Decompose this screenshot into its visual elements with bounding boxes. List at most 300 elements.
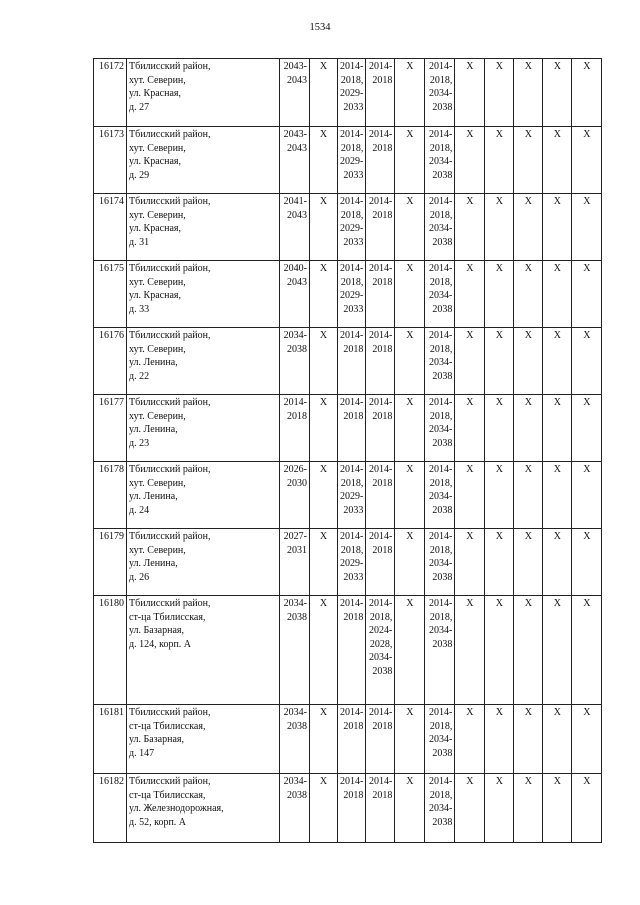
address-line: Тбилисский район, (129, 531, 211, 542)
mark-cell: X (543, 127, 572, 194)
period-cell (280, 462, 310, 529)
period-line: 2014- (369, 531, 393, 542)
period-cell (366, 194, 395, 261)
mark-cell: X (395, 462, 425, 529)
period-line: 2038 (432, 816, 453, 828)
address-cell (127, 774, 280, 843)
mark-cell: X (514, 596, 543, 705)
period-line: 2034- (283, 707, 307, 718)
period-line: 2033 (343, 303, 364, 315)
address-line: д. 124, корп. А (129, 638, 192, 650)
period-line: 2018 (343, 410, 364, 422)
mark-cell: X (543, 462, 572, 529)
period-line: 2018 (372, 789, 393, 801)
period-line: 2034- (369, 652, 393, 663)
period-line: 2014- (340, 464, 364, 475)
table-row (94, 529, 602, 596)
row-number: 16176 (94, 328, 127, 395)
period-line: 2014- (429, 397, 453, 408)
period-line: 2018 (372, 209, 393, 221)
mark-cell: X (572, 596, 602, 705)
period-line: 2014- (340, 129, 364, 140)
address-line: хут. Северин, (129, 544, 186, 556)
period-cell (338, 194, 366, 261)
period-cell (280, 529, 310, 596)
period-line: 2033 (343, 571, 364, 583)
address-line: хут. Северин, (129, 74, 186, 86)
row-number: 16182 (94, 774, 127, 843)
mark-cell: X (572, 127, 602, 194)
address-line: ул. Ленина, (129, 558, 178, 569)
period-line: 2014- (369, 129, 393, 140)
address-line: хут. Северин, (129, 410, 186, 422)
period-line: 2014- (429, 776, 453, 787)
mark-cell: X (514, 774, 543, 843)
table-row (94, 395, 602, 462)
address-line: хут. Северин, (129, 209, 186, 221)
period-cell (280, 328, 310, 395)
period-line: 2014- (340, 776, 364, 787)
period-line: 2027- (283, 531, 307, 542)
period-line: 2038 (432, 169, 453, 181)
period-line: 2014- (283, 397, 307, 408)
period-line: 2018, (369, 611, 393, 623)
row-number: 16175 (94, 261, 127, 328)
mark-cell: X (514, 395, 543, 462)
address-line: д. 52, корп. А (129, 816, 187, 828)
mark-cell: X (310, 529, 338, 596)
period-cell (366, 774, 395, 843)
period-cell (366, 261, 395, 328)
address-line: д. 27 (129, 101, 150, 113)
period-cell (280, 395, 310, 462)
table-row (94, 596, 602, 705)
period-line: 2014- (429, 129, 453, 140)
table-row (94, 59, 602, 127)
address-line: ул. Железнодорожная, (129, 803, 224, 814)
address-cell (127, 59, 280, 127)
table-row (94, 261, 602, 328)
mark-cell: X (455, 194, 485, 261)
period-line: 2018 (343, 720, 364, 732)
period-line: 2014- (429, 196, 453, 207)
mark-cell: X (514, 462, 543, 529)
period-line: 2034- (429, 290, 453, 301)
mark-cell: X (455, 705, 485, 774)
mark-cell: X (572, 194, 602, 261)
mark-cell: X (395, 529, 425, 596)
address-line: хут. Северин, (129, 343, 186, 355)
period-line: 2018, (429, 410, 453, 422)
period-line: 2018, (429, 720, 453, 732)
period-line: 2018, (429, 343, 453, 355)
period-line: 2018, (340, 142, 364, 154)
period-line: 2014- (429, 263, 453, 274)
period-line: 2014- (369, 263, 393, 274)
row-number: 16172 (94, 59, 127, 127)
address-line: д. 23 (129, 437, 150, 449)
period-line: 2038 (432, 370, 453, 382)
period-line: 2033 (343, 101, 364, 113)
mark-cell: X (543, 705, 572, 774)
period-line: 2018 (372, 544, 393, 556)
period-line: 2043 (287, 74, 307, 86)
period-line: 2038 (432, 747, 453, 759)
mark-cell: X (572, 774, 602, 843)
period-line: 2038 (432, 303, 453, 315)
period-line: 2018, (340, 544, 364, 556)
period-line: 2018, (429, 477, 453, 489)
address-line: Тбилисский район, (129, 598, 211, 609)
period-line: 2034- (429, 223, 453, 234)
period-line: 2034- (429, 803, 453, 814)
period-cell (425, 705, 455, 774)
address-line: ул. Красная, (129, 156, 181, 167)
mark-cell: X (310, 395, 338, 462)
period-line: 2038 (432, 504, 453, 516)
period-line: 2034- (283, 776, 307, 787)
address-line: д. 24 (129, 504, 150, 516)
address-cell (127, 596, 280, 705)
row-number: 16179 (94, 529, 127, 596)
address-line: ст-ца Тбилисская, (129, 611, 206, 623)
address-line: хут. Северин, (129, 142, 186, 154)
period-cell (338, 261, 366, 328)
period-line: 2018 (343, 611, 364, 623)
mark-cell: X (485, 127, 514, 194)
period-line: 2033 (343, 504, 364, 516)
period-line: 2043 (287, 142, 307, 154)
period-line: 2038 (432, 101, 453, 113)
period-cell (425, 395, 455, 462)
period-line: 2014- (340, 61, 364, 72)
mark-cell: X (572, 328, 602, 395)
period-cell (280, 774, 310, 843)
period-line: 2038 (432, 571, 453, 583)
mark-cell: X (395, 328, 425, 395)
period-line: 2018 (372, 410, 393, 422)
period-line: 2029- (340, 290, 364, 301)
period-line: 2018 (372, 276, 393, 288)
period-line: 2024- (369, 625, 393, 636)
mark-cell: X (543, 395, 572, 462)
address-cell (127, 462, 280, 529)
period-cell (280, 261, 310, 328)
period-line: 2034- (429, 88, 453, 99)
address-line: ул. Красная, (129, 290, 181, 301)
period-line: 2014- (369, 464, 393, 475)
period-cell (425, 328, 455, 395)
period-line: 2028, (369, 638, 393, 650)
address-cell (127, 529, 280, 596)
period-line: 2014- (340, 397, 364, 408)
period-line: 2018 (372, 343, 393, 355)
period-cell (280, 596, 310, 705)
period-cell (366, 59, 395, 127)
period-line: 2038 (372, 665, 393, 677)
mark-cell: X (514, 194, 543, 261)
mark-cell: X (514, 127, 543, 194)
period-line: 2014- (340, 531, 364, 542)
period-line: 2034- (429, 491, 453, 502)
mark-cell: X (395, 127, 425, 194)
table-row (94, 127, 602, 194)
address-line: Тбилисский район, (129, 707, 211, 718)
address-line: д. 29 (129, 169, 150, 181)
address-line: Тбилисский район, (129, 330, 211, 341)
period-line: 2030 (287, 477, 307, 489)
address-line: д. 26 (129, 571, 150, 583)
mark-cell: X (485, 774, 514, 843)
address-line: д. 31 (129, 236, 150, 248)
period-line: 2043- (283, 129, 307, 140)
period-line: 2014- (369, 397, 393, 408)
mark-cell: X (310, 328, 338, 395)
period-line: 2014- (429, 464, 453, 475)
period-line: 2018, (429, 276, 453, 288)
mark-cell: X (485, 261, 514, 328)
table-row (94, 774, 602, 843)
mark-cell: X (485, 328, 514, 395)
address-cell (127, 261, 280, 328)
period-line: 2014- (340, 598, 364, 609)
mark-cell: X (310, 59, 338, 127)
period-line: 2018, (429, 209, 453, 221)
period-line: 2014- (340, 330, 364, 341)
address-line: Тбилисский район, (129, 196, 211, 207)
mark-cell: X (543, 328, 572, 395)
mark-cell: X (485, 596, 514, 705)
period-line: 2014- (429, 707, 453, 718)
address-line: Тбилисский район, (129, 263, 211, 274)
period-line: 2034- (283, 330, 307, 341)
row-number: 16174 (94, 194, 127, 261)
period-line: 2018 (372, 74, 393, 86)
period-cell (425, 261, 455, 328)
address-line: ул. Ленина, (129, 491, 178, 502)
period-line: 2040- (283, 263, 307, 274)
mark-cell: X (455, 261, 485, 328)
mark-cell: X (485, 395, 514, 462)
address-line: д. 147 (129, 747, 155, 759)
address-line: ст-ца Тбилисская, (129, 720, 206, 732)
mark-cell: X (543, 529, 572, 596)
period-line: 2038 (287, 720, 307, 732)
period-line: 2038 (432, 638, 453, 650)
period-cell (280, 59, 310, 127)
row-number: 16180 (94, 596, 127, 705)
period-line: 2029- (340, 156, 364, 167)
address-line: хут. Северин, (129, 477, 186, 489)
period-cell (338, 774, 366, 843)
period-line: 2034- (429, 625, 453, 636)
period-line: 2026- (283, 464, 307, 475)
period-cell (366, 462, 395, 529)
period-line: 2014- (369, 598, 393, 609)
period-line: 2038 (287, 343, 307, 355)
period-cell (338, 328, 366, 395)
table-row (94, 328, 602, 395)
period-cell (338, 127, 366, 194)
period-line: 2018 (343, 789, 364, 801)
period-line: 2033 (343, 236, 364, 248)
period-line: 2018, (429, 611, 453, 623)
mark-cell: X (543, 59, 572, 127)
mark-cell: X (572, 59, 602, 127)
period-line: 2018, (429, 74, 453, 86)
period-cell (338, 705, 366, 774)
period-line: 2014- (340, 263, 364, 274)
period-line: 2043- (283, 61, 307, 72)
address-line: ул. Базарная, (129, 625, 185, 636)
mark-cell: X (395, 596, 425, 705)
period-line: 2031 (287, 544, 307, 556)
period-line: 2018, (429, 544, 453, 556)
mark-cell: X (485, 705, 514, 774)
period-line: 2041- (283, 196, 307, 207)
period-line: 2018, (340, 477, 364, 489)
row-number: 16173 (94, 127, 127, 194)
mark-cell: X (310, 261, 338, 328)
address-line: Тбилисский район, (129, 776, 211, 787)
period-line: 2043 (287, 209, 307, 221)
address-cell (127, 328, 280, 395)
period-line: 2014- (429, 598, 453, 609)
address-line: Тбилисский район, (129, 464, 211, 475)
mark-cell: X (572, 462, 602, 529)
mark-cell: X (514, 529, 543, 596)
period-line: 2014- (340, 196, 364, 207)
period-line: 2029- (340, 88, 364, 99)
mark-cell: X (455, 774, 485, 843)
address-line: Тбилисский район, (129, 129, 211, 140)
mark-cell: X (455, 59, 485, 127)
period-cell (366, 127, 395, 194)
period-line: 2014- (429, 61, 453, 72)
period-cell (425, 596, 455, 705)
mark-cell: X (310, 194, 338, 261)
period-cell (366, 705, 395, 774)
mark-cell: X (485, 529, 514, 596)
mark-cell: X (395, 261, 425, 328)
address-line: д. 33 (129, 303, 150, 315)
table-row (94, 462, 602, 529)
period-line: 2018 (372, 477, 393, 489)
period-cell (425, 127, 455, 194)
address-line: Тбилисский район, (129, 397, 211, 408)
period-cell (425, 59, 455, 127)
period-line: 2038 (287, 611, 307, 623)
period-cell (338, 59, 366, 127)
period-cell (425, 194, 455, 261)
address-cell (127, 705, 280, 774)
table-row (94, 705, 602, 774)
period-line: 2034- (429, 734, 453, 745)
address-line: ул. Красная, (129, 88, 181, 99)
mark-cell: X (455, 596, 485, 705)
address-line: ул. Ленина, (129, 357, 178, 368)
mark-cell: X (395, 705, 425, 774)
period-cell (280, 705, 310, 774)
period-line: 2018 (343, 343, 364, 355)
period-line: 2038 (432, 437, 453, 449)
mark-cell: X (543, 596, 572, 705)
period-line: 2018 (372, 142, 393, 154)
mark-cell: X (455, 328, 485, 395)
period-line: 2014- (369, 707, 393, 718)
mark-cell: X (543, 774, 572, 843)
period-line: 2034- (429, 424, 453, 435)
mark-cell: X (485, 59, 514, 127)
table-body (94, 59, 602, 843)
address-cell (127, 194, 280, 261)
mark-cell: X (572, 261, 602, 328)
period-cell (338, 395, 366, 462)
mark-cell: X (310, 705, 338, 774)
period-line: 2018, (340, 209, 364, 221)
period-cell (338, 462, 366, 529)
row-number: 16178 (94, 462, 127, 529)
address-line: ст-ца Тбилисская, (129, 789, 206, 801)
mark-cell: X (485, 194, 514, 261)
period-cell (425, 462, 455, 529)
period-line: 2018 (287, 410, 307, 422)
address-line: д. 22 (129, 370, 150, 382)
page-number: 1534 (309, 22, 331, 33)
period-line: 2043 (287, 276, 307, 288)
address-cell (127, 127, 280, 194)
mark-cell: X (572, 395, 602, 462)
mark-cell: X (514, 261, 543, 328)
mark-cell: X (310, 596, 338, 705)
period-cell (280, 194, 310, 261)
period-line: 2038 (432, 236, 453, 248)
address-line: хут. Северин, (129, 276, 186, 288)
period-line: 2014- (369, 330, 393, 341)
mark-cell: X (395, 395, 425, 462)
period-line: 2014- (340, 707, 364, 718)
period-cell (366, 395, 395, 462)
period-cell (338, 596, 366, 705)
address-line: ул. Красная, (129, 223, 181, 234)
mark-cell: X (543, 261, 572, 328)
mark-cell: X (514, 328, 543, 395)
mark-cell: X (455, 462, 485, 529)
register-table (93, 58, 602, 843)
period-line: 2014- (369, 61, 393, 72)
mark-cell: X (572, 529, 602, 596)
mark-cell: X (395, 194, 425, 261)
mark-cell: X (485, 462, 514, 529)
period-line: 2014- (429, 531, 453, 542)
table-row (94, 194, 602, 261)
period-line: 2034- (283, 598, 307, 609)
mark-cell: X (395, 59, 425, 127)
period-line: 2029- (340, 558, 364, 569)
period-cell (366, 328, 395, 395)
period-line: 2014- (369, 776, 393, 787)
period-line: 2034- (429, 156, 453, 167)
mark-cell: X (310, 127, 338, 194)
mark-cell: X (514, 705, 543, 774)
period-line: 2018, (340, 74, 364, 86)
period-cell (280, 127, 310, 194)
period-line: 2018, (340, 276, 364, 288)
address-line: ул. Базарная, (129, 734, 185, 745)
period-line: 2033 (343, 169, 364, 181)
mark-cell: X (310, 774, 338, 843)
period-line: 2018, (429, 142, 453, 154)
